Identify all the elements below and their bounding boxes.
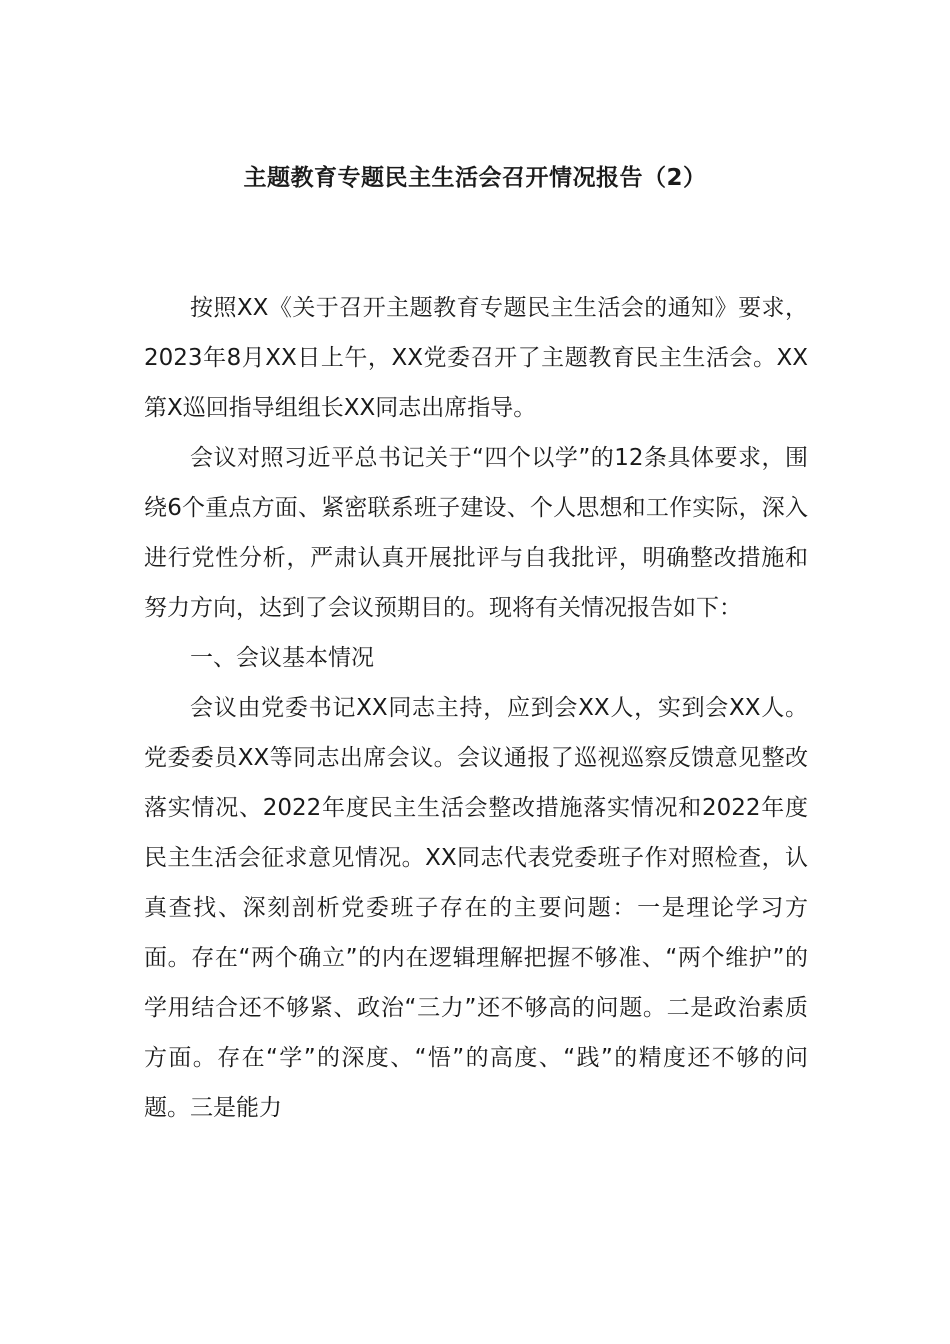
paragraph-intro: 按照XX《关于召开主题教育专题民主生活会的通知》要求，2023年8月XX日上午，XX党委召开了主题教育民主生活会。XX第X巡回指导组组长XX同志出席指导。 xyxy=(144,295,808,421)
document-body xyxy=(144,283,808,1133)
section-heading-basic-info: 一、会议基本情况 xyxy=(190,645,374,671)
document-title: 主题教育专题民主生活会召开情况报告（2） xyxy=(243,165,707,191)
paragraph-meeting-summary: 会议对照习近平总书记关于“四个以学”的12条具体要求，围绕6个重点方面、紧密联系班子建设、个人思想和工作实际，深入进行党性分析，严肃认真开展批评与自我批评，明确整改措施和努力方向，达到了会议预期目的。现将有关情况报告如下： xyxy=(144,445,808,621)
paragraph-basic-info: 会议由党委书记XX同志主持，应到会XX人，实到会XX人。党委委员XX等同志出席会议。会议通报了巡视巡察反馈意见整改落实情况、2022年度民主生活会整改措施落实情况和2022年度民主生活会征求意见情况。XX同志代表党委班子作对照检查，认真查找、深刻剖析党委班子存在的主要问题：一是理论学习方面。存在“两个确立”的内在逻辑理解把握不够准、“两个维护”的学用结合还不够紧、政治“三力”还不够高的问题。二是政治素质方面。存在“学”的深度、“悟”的高度、“践”的精度还不够的问题。三是能力 xyxy=(144,695,808,1121)
